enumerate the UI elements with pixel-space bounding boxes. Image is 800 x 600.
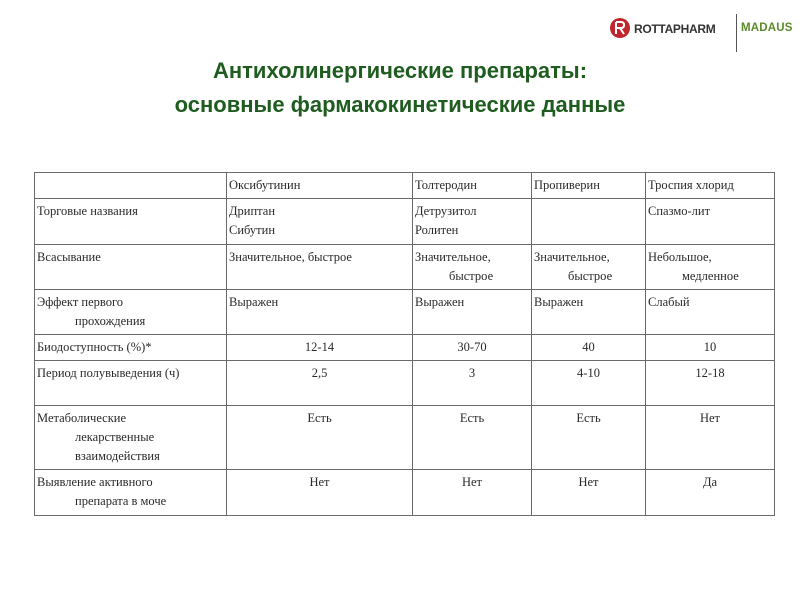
table-cell: Есть xyxy=(227,406,413,470)
table-cell xyxy=(532,199,646,245)
table-cell: Нет xyxy=(646,406,775,470)
slide-title-line-1: Антихолинергические препараты: xyxy=(212,58,588,83)
table-cell-line: Дриптан xyxy=(229,204,276,218)
row-label-bioavailability: Биодоступность (%)* xyxy=(35,335,227,361)
table-cell: 40 xyxy=(532,335,646,361)
row-label-urine-detection xyxy=(35,470,227,516)
table-cell: Нет xyxy=(532,470,646,516)
table-row xyxy=(35,290,775,335)
table-cell: Выражен xyxy=(532,290,646,335)
row-label-line: препарата в моче xyxy=(75,494,167,508)
pharmacokinetics-table xyxy=(34,172,775,516)
table-cell-line: Сибутин xyxy=(229,223,276,237)
table-cell: Да xyxy=(646,470,775,516)
logo-rottapharm-text: ROTTAPHARM xyxy=(634,22,716,36)
row-label-line: Выявление активного xyxy=(37,475,153,489)
row-label-trade-names: Торговые названия xyxy=(35,199,227,245)
table-cell: Нет xyxy=(413,470,532,516)
company-logo xyxy=(608,14,792,54)
header-propiverine: Пропиверин xyxy=(532,173,646,199)
table-cell: 12-18 xyxy=(646,361,775,406)
table-cell: 12-14 xyxy=(227,335,413,361)
table-cell: 4-10 xyxy=(532,361,646,406)
table-cell: Слабый xyxy=(646,290,775,335)
table-row xyxy=(35,245,775,290)
table-cell: Есть xyxy=(532,406,646,470)
row-label-line: Эффект первого xyxy=(37,295,124,309)
table-cell: Есть xyxy=(413,406,532,470)
logo-separator xyxy=(736,14,737,52)
row-label-metabolic-interactions xyxy=(35,406,227,470)
table-cell-line: Значительное, xyxy=(415,250,491,264)
header-trospium: Троспия хлорид xyxy=(646,173,775,199)
slide-title-line-2: основные фармакокинетические данные xyxy=(174,92,626,117)
table-row xyxy=(35,406,775,470)
header-oxybutynin: Оксибутинин xyxy=(227,173,413,199)
table-header-row xyxy=(35,173,775,199)
table-cell: Выражен xyxy=(413,290,532,335)
table-cell: Значительное, быстрое xyxy=(227,245,413,290)
table-cell: 10 xyxy=(646,335,775,361)
table-row xyxy=(35,335,775,361)
table-cell: Выражен xyxy=(227,290,413,335)
header-tolterodine: Толтеродин xyxy=(413,173,532,199)
rottapharm-mark-icon xyxy=(608,16,632,40)
row-label-line: Метаболические xyxy=(37,411,127,425)
table-row xyxy=(35,470,775,516)
table-cell: 30-70 xyxy=(413,335,532,361)
table-cell-line: Значительное, xyxy=(534,250,610,264)
table-row xyxy=(35,361,775,406)
table-cell-line: Детрузитол xyxy=(415,204,477,218)
table-cell-line: быстрое xyxy=(449,269,494,283)
table-cell xyxy=(532,245,646,290)
table-cell xyxy=(227,199,413,245)
table-cell xyxy=(413,199,532,245)
row-label-line: лекарственные xyxy=(75,430,155,444)
table-cell-line: Небольшое, xyxy=(648,250,712,264)
table-cell: Спазмо-лит xyxy=(646,199,775,245)
slide-title xyxy=(0,54,800,122)
logo-madaus-text: MADAUS xyxy=(741,22,793,34)
table-cell: Нет xyxy=(227,470,413,516)
table-cell-line: Ролитен xyxy=(415,223,459,237)
table-cell-line: медленное xyxy=(682,269,739,283)
row-label-line: прохождения xyxy=(75,314,146,328)
row-label-absorption: Всасывание xyxy=(35,245,227,290)
row-label-first-pass xyxy=(35,290,227,335)
table-cell xyxy=(413,245,532,290)
table-row xyxy=(35,199,775,245)
table-cell-line: быстрое xyxy=(568,269,613,283)
header-cell-empty xyxy=(35,173,227,199)
table-cell: 3 xyxy=(413,361,532,406)
table-cell: 2,5 xyxy=(227,361,413,406)
row-label-half-life: Период полувыведения (ч) xyxy=(35,361,227,406)
row-label-line: взаимодействия xyxy=(75,449,160,463)
table-cell xyxy=(646,245,775,290)
